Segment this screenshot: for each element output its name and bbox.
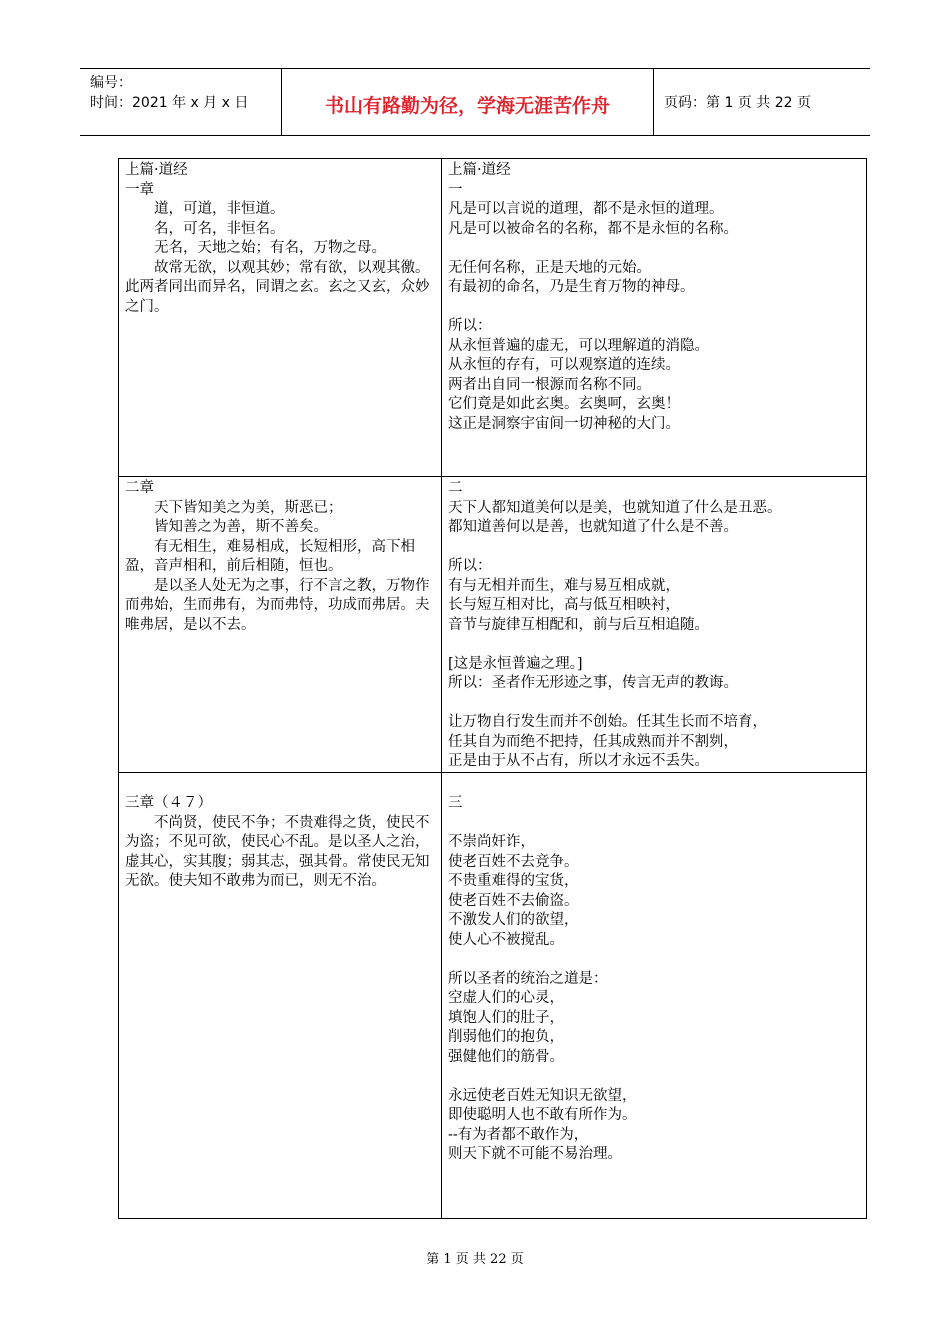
number-label: 编号： [90,75,132,91]
text-line [448,239,860,259]
original-text-cell [119,477,442,773]
text-line [448,538,860,558]
text-line [125,775,435,795]
text-line: 一 [448,181,463,198]
text-line [448,775,860,795]
header-meta-cell [80,69,282,135]
page-info-text: 页码：第 1 页 共 22 页 [664,95,811,111]
text-line: 都知道善何以是善，也就知道了什么是不善。 [448,519,738,535]
text-line: 天下人都知道美何以是美，也就知道了什么是丑恶。 [448,499,782,516]
text-line: 长与短互相对比，高与低互相映衬， [448,597,680,613]
text-line: 上篇·道经 [125,162,188,178]
text-line: 不贵重难得的宝货， [448,873,579,889]
text-line [448,1067,860,1087]
translation-cell [442,477,867,773]
table-row [119,159,867,477]
text-line: 道，可道，非恒道。 [154,201,285,217]
text-line: 故常无欲，以观其妙；常有欲，以观其徼。此两者同出而异名，同谓之玄。玄之又玄，众妙之门。 [125,259,430,315]
text-line: 三章（４７） [125,795,212,811]
text-line: 不崇尚奸诈， [448,834,535,850]
text-line: 皆知善之为善，斯不善矣。 [154,519,328,535]
text-line: [这是永恒普遍之理。] [448,655,583,672]
text-line [448,635,860,655]
text-line [448,950,860,970]
text-line: 从永恒普遍的虚无，可以理解道的消隐。 [448,337,709,354]
text-line: 无任何名称，正是天地的元始。 [448,259,651,276]
text-line: 不激发人们的欲望， [448,912,579,928]
text-table [118,158,867,1219]
text-line: 从永恒的存有，可以观察道的连续。 [448,357,680,373]
text-line: 有最初的命名，乃是生育万物的神母。 [448,279,695,295]
text-line: 任其自为而绝不把持，任其成熟而并不割刿， [448,733,738,750]
text-line: 使老百姓不去竞争。 [448,853,579,870]
original-text-cell [119,772,442,1218]
text-line: 削弱他们的抱负， [448,1029,564,1045]
text-line: 正是由于从不占有，所以才永远不丢失。 [448,753,709,769]
text-line: 无名，天地之始；有名，万物之母。 [154,240,386,256]
text-line: 所以： [448,318,492,334]
text-line: 不尚贤，使民不争；不贵难得之货，使民不为盗；不见可欲，使民心不乱。是以圣人之治，虚其心，实其腹；弱其志，强其骨。常使民无知无欲。使夫知不敢弗为而已，则无不治。 [125,814,430,889]
text-line [448,298,860,318]
table-row [119,477,867,773]
motto-text: 书山有路勤为径，学海无涯苦作舟 [324,94,610,117]
text-line: 一章 [125,181,154,198]
text-line: 二 [448,480,463,496]
text-line: 则天下就不可能不易治理。 [448,1146,622,1162]
motto-cell [282,69,654,135]
text-line: 强健他们的筋骨。 [448,1048,564,1065]
text-line [448,694,860,714]
text-line: 填饱人们的肚子， [448,1009,564,1026]
text-line: 凡是可以言说的道理，都不是永恒的道理。 [448,201,724,217]
text-line: --有为者都不敢作为， [448,1126,589,1143]
text-line: 让万物自行发生而并不创始。任其生长而不培育， [448,714,767,730]
header-table [80,68,870,136]
text-line: 音节与旋律互相配和，前与后互相追随。 [448,616,709,633]
text-line: 凡是可以被命名的名称，都不是永恒的名称。 [448,220,738,237]
text-line: 有与无相并而生，难与易互相成就， [448,577,680,594]
page-info-cell [654,69,870,135]
text-line: 永远使老百姓无知识无欲望， [448,1087,637,1104]
translation-cell [442,772,867,1218]
page-footer: 第 1 页 共 22 页 [426,1252,524,1267]
text-line: 使人心不被搅乱。 [448,931,564,948]
text-line: 三 [448,795,463,811]
text-line: 空虚人们的心灵， [448,990,564,1006]
text-line: 是以圣人处无为之事，行不言之教，万物作而弗始，生而弗有，为而弗恃，功成而弗居。夫唯弗居，是以不去。 [125,577,430,633]
text-line: 即使聪明人也不敢有所作为。 [448,1107,637,1123]
text-line: 所以圣者的统治之道是： [448,970,608,987]
text-line: 所以： [448,558,492,574]
text-line: 上篇·道经 [448,162,511,178]
text-line [448,814,860,834]
text-line: 有无相生，难易相成，长短相形，高下相盈，音声相和，前后相随，恒也。 [125,538,415,574]
text-line: 天下皆知美之为美，斯恶已； [154,499,343,516]
translation-cell [442,159,867,477]
text-line: 所以：圣者作无形迹之事，传言无声的教诲。 [448,675,738,691]
original-text-cell [119,159,442,477]
text-line: 二章 [125,480,154,496]
text-line: 两者出自同一根源而名称不同。 [448,376,651,393]
text-line: 使老百姓不去偷盗。 [448,892,579,909]
text-line: 名，可名，非恒名。 [154,220,285,237]
text-line: 这正是洞察宇宙间一切神秘的大门。 [448,415,680,432]
time-label: 时间：2021 年 x 月 x 日 [90,95,249,111]
table-row [119,772,867,1218]
text-line: 它们竟是如此玄奥。玄奥呵，玄奥！ [448,396,680,412]
